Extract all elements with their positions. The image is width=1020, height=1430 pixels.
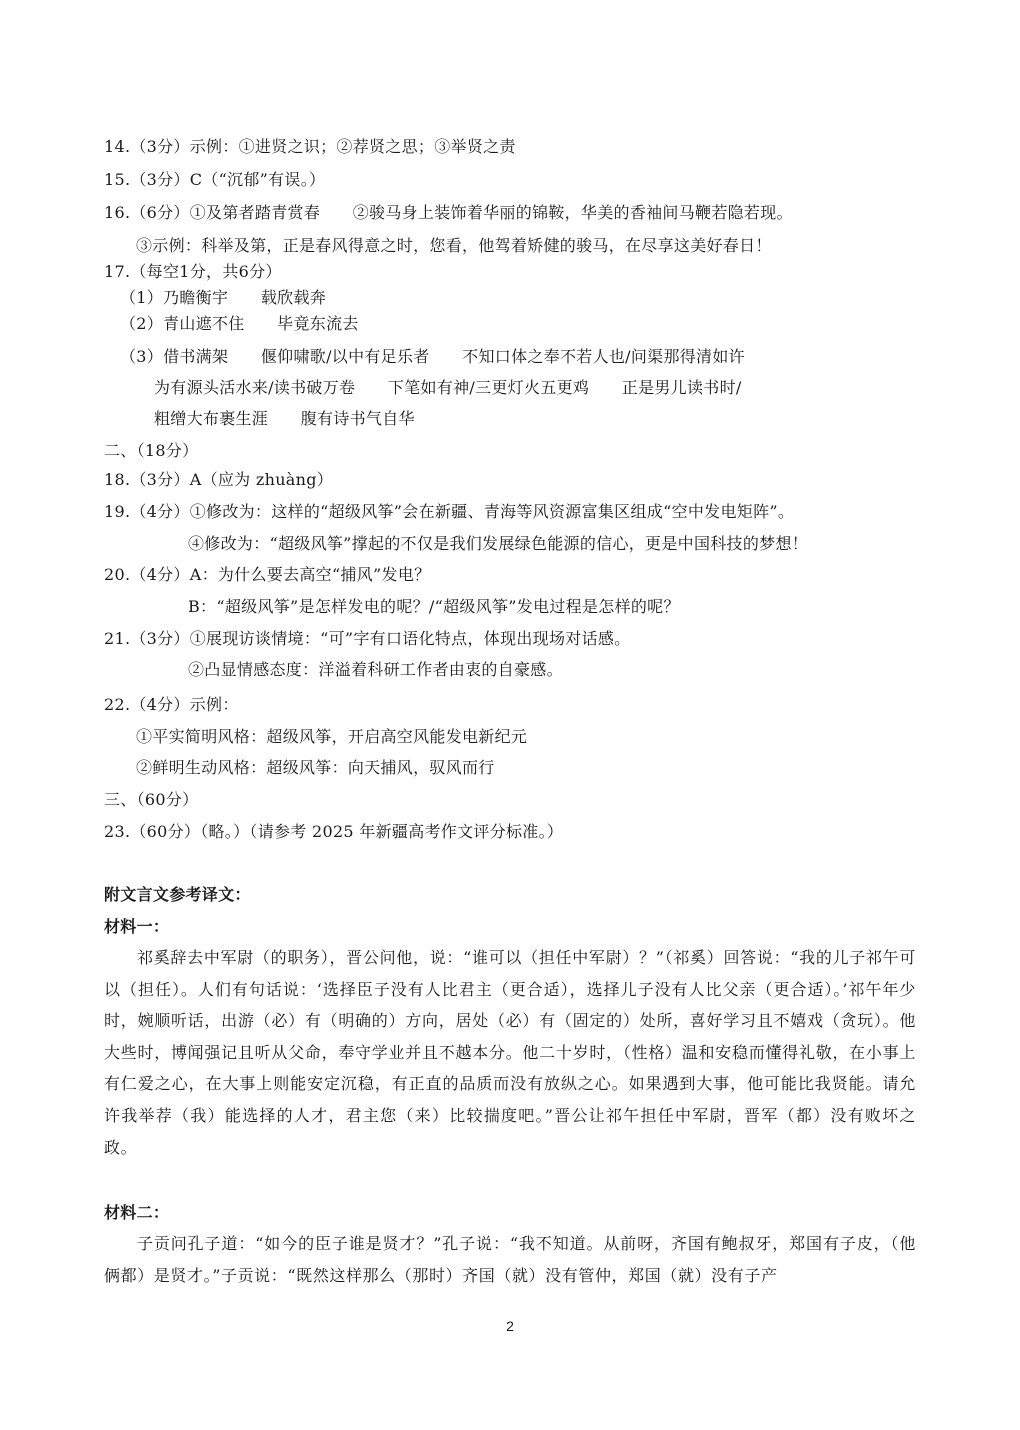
answer-19-line2: ④修改为：“超级风筝”撑起的不仅是我们发展绿色能源的信心，更是中国科技的梦想！ (188, 534, 809, 553)
answer-15: 15.（3分）C（“沉郁”有误。） (104, 170, 326, 189)
answer-17-3-line1: （3）借书满架 偃仰啸歌/以中有足乐者 不知口体之奉不若人也/问渠那得清如许 (120, 347, 745, 366)
material-one-text: 祁奚辞去中军尉（的职务），晋公问他，说：“谁可以（担任中军尉）？”（祁奚）回答说：“我的儿子祁午可以（担任）。人们有句话说：‘选择臣子没有人比君主（更合适），选择儿子没有人比父亲（更合适）。’祁午年少时，婉顺听话，出游（必）有（明确的）方向，居处（必）有（固定的）处所，喜好学习且不嬉戏（贪玩）。他大些时，博闻强记且听从父命，奉守学业并且不越本分。他二十岁时，（性格）温和安稳而懂得礼敬，在小事上有仁爱之心，在大事上则能安定沉稳，有正直的品质而没有放纵之心。如果遇到大事，他可能比我贤能。请允许我举荐（我）能选择的人才，君主您（来）比较揣度吧。”晋公让祁午担任中军尉，晋军（都）没有败坏之政。 (104, 948, 916, 1157)
answer-17-heading: 17.（每空1分，共6分） (104, 262, 282, 281)
page-number: 2 (506, 1318, 514, 1334)
answer-22-1: ①平实简明风格：超级风筝，开启高空风能发电新纪元 (136, 727, 528, 746)
answer-14: 14.（3分）示例：①进贤之识；②荐贤之思；③举贤之责 (104, 137, 516, 156)
section-three-heading: 三、（60分） (104, 790, 199, 809)
answer-22-heading: 22.（4分）示例： (104, 695, 239, 714)
answer-22-2: ②鲜明生动风格：超级风筝：向天捕风，驭风而行 (136, 758, 495, 777)
answer-19-line1: 19.（4分）①修改为：这样的“超级风筝”会在新疆、青海等风资源富集区组成“空中发电矩阵”。 (104, 502, 795, 521)
answer-16-line1: 16.（6分）①及第者踏青赏春 ②骏马身上装饰着华丽的锦鞍，华美的香袖间马鞭若隐若现。 (104, 203, 793, 222)
section-two-heading: 二、（18分） (104, 441, 199, 460)
answer-20-line1: 20.（4分）A：为什么要去高空“捕风”发电？ (104, 565, 431, 584)
answer-18: 18.（3分）A（应为 zhuàng） (104, 470, 334, 489)
answer-20-line2: B：“超级风筝”是怎样发电的呢？/“超级风筝”发电过程是怎样的呢？ (188, 597, 680, 616)
material-two-text: 子贡问孔子道：“如今的臣子谁是贤才？”孔子说：“我不知道。从前呀，齐国有鲍叔牙，郑国有子皮，（他俩都）是贤才。”子贡说：“既然这样那么（那时）齐国（就）没有管仲，郑国（就）没有子产 (104, 1234, 916, 1285)
translation-heading: 附文言文参考译文： (104, 885, 251, 904)
answer-21-line2: ②凸显情感态度：洋溢着科研工作者由衷的自豪感。 (188, 660, 563, 679)
answer-21-line1: 21.（3分）①展现访谈情境：“可”字有口语化特点，体现出现场对话感。 (104, 629, 631, 648)
answer-17-3-line2: 为有源头活水来/读书破万卷 下笔如有神/三更灯火五更鸡 正是男儿读书时/ (154, 378, 742, 397)
answer-23: 23.（60分）（略。）（请参考 2025 年新疆高考作文评分标准。） (104, 822, 564, 841)
answer-17-1: （1）乃瞻衡宇 载欣载奔 (120, 288, 327, 307)
answer-17-3-line3: 粗缯大布裹生涯 腹有诗书气自华 (154, 409, 415, 428)
answer-17-2: （2）青山遮不住 毕竟东流去 (120, 314, 359, 333)
material-one-title: 材料一： (104, 917, 170, 936)
answer-16-line2: ③示例：科举及第，正是春风得意之时，您看，他驾着矫健的骏马，在尽享这美好春日！ (136, 236, 772, 255)
material-two-title: 材料二： (104, 1203, 170, 1222)
